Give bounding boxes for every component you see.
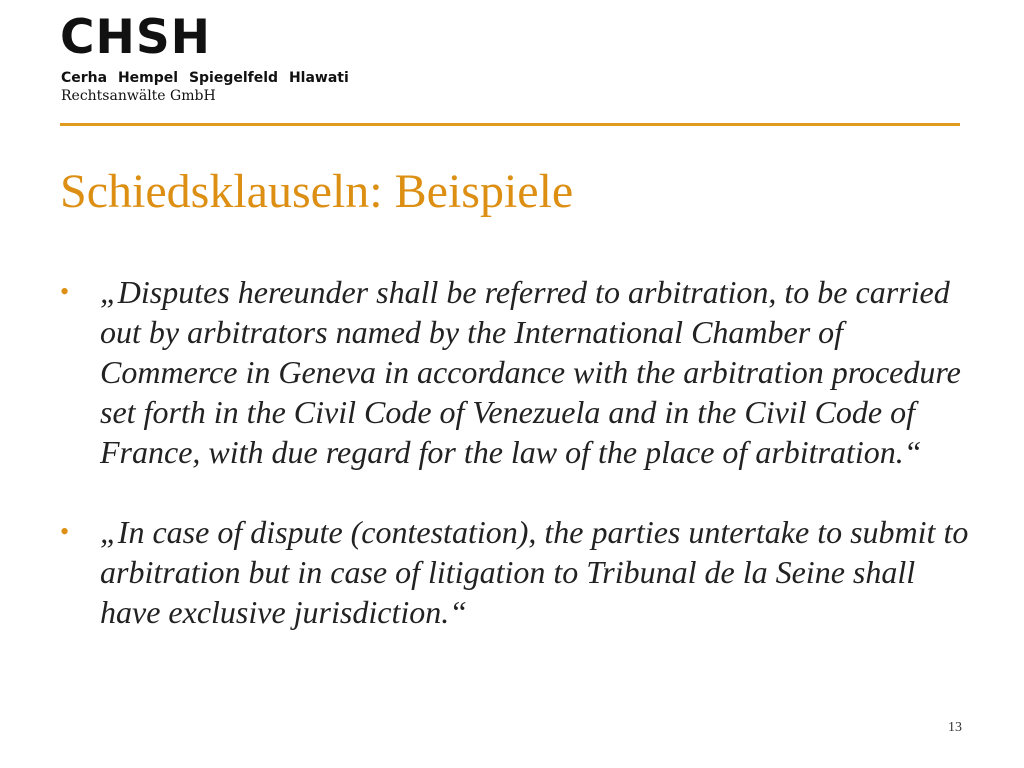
- firm-logo-mark: CHSH: [60, 10, 212, 65]
- bullet-text: „Disputes hereunder shall be referred to arbitration, to be carried out by arbitrators named by the International Chamber of Commerce in Geneva in accordance with the arbitration procedure set forth in the Civil Code of Venezuela and in the Civil Code of France, with due regard for the law of the place of arbitration.“: [100, 274, 961, 470]
- bullet-item: [60, 512, 970, 632]
- bullet-marker-icon: •: [60, 517, 70, 546]
- page-number: 13: [948, 720, 962, 735]
- header-divider: [60, 123, 960, 126]
- firm-legal-name: Rechtsanwälte GmbH: [61, 88, 216, 104]
- firm-partner-names: Cerha Hempel Spiegelfeld Hlawati: [61, 70, 349, 86]
- bullet-list: [60, 272, 970, 632]
- bullet-text: „In case of dispute (contestation), the parties untertake to submit to arbitration but in case of litigation to Tribunal de la Seine shall have exclusive jurisdiction.“: [100, 514, 969, 630]
- slide-title: Schiedsklauseln: Beispiele: [60, 165, 574, 218]
- bullet-item: [60, 272, 970, 472]
- bullet-marker-icon: •: [60, 277, 70, 306]
